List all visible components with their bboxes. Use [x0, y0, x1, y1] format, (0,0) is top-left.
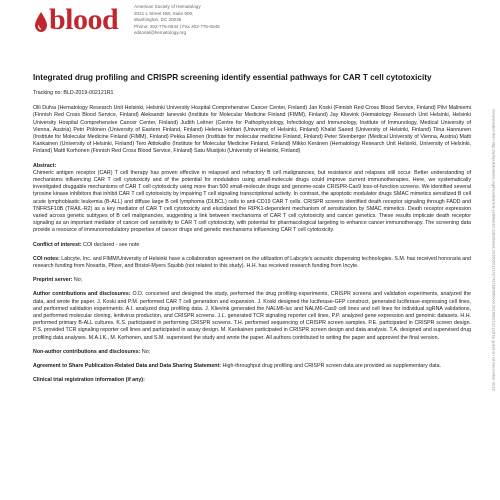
author-list: Olli Dufva (Hematology Research Unit Helsinki, Helsinki University Hospital Comprehensive Cancer Center, Finland) Jan Koski (Finnish Red Cross Blood Service, Finland) Pilvi Maliniemi (Finnish Red Cross Blood Service, Finland) Aleksandr Ianevski (Institute for Molecular Medicine Finland (FIMM), Finland) Jay Klievink (Hematology Research Unit Helsinki, Helsinki University Hospital Comprehensive Cancer Center, Finland) Judith Leitner (Centre for Pathophysiology, Infectiology and Immunology, Institute of Immunology, Medical University of Vienna, Austria) Petri Pölönen (University of Eastern Finland, Finland) Helena Hohtari (University of Helsinki, Finland) Khalid Saeed (University of Helsinki, Finland) Tiina Hannunen (Institute for Molecular Medicine Finland (FIMM), Finland) Pekka Ellonen (Institute for molecular medicine Finland, Finland) Peter Steinberger (Medical University of Vienna, Austria) Matti Kankainen (University of Helsinki, Finland) Tero Aittokallio (Institute for Molecular Medicine Finland, Finland) Mikko Keränen (Hematology Research Unit Helsinki, University of Helsinki, Finland) Matti Korhonen (Finnish Red Cross Blood Service, Finland) Satu Mustjoki (University of Helsinki, Finland): [33, 105, 471, 155]
address-line: American Society of Hematology: [134, 4, 201, 9]
abstract-label: Abstract:: [33, 162, 57, 169]
preprint-label: Preprint server:: [33, 277, 73, 284]
non-author-section: [33, 349, 471, 356]
clinical-trial-label: Clinical trial registration information (if any):: [33, 377, 145, 384]
address-line: 2021 L Street NW, Suite 900,: [134, 10, 194, 16]
article-title: Integrated drug profiling and CRISPR screening identify essential pathways for CAR T cell cytotoxicity: [33, 73, 432, 82]
coi-notes-section: [33, 256, 471, 270]
data-sharing-label: Agreement to Share Publication-Related Data and Data Sharing Statement:: [33, 363, 222, 370]
download-watermark-text: Downloaded from http://ashpublications.org/blood/article-pdf/doi/10.1182/blood.2019002121/1/741/1806/blood.2019002121.pdf by guest on 16 December 2019: [491, 109, 497, 391]
logo-wordmark: blood: [49, 3, 119, 36]
address-line: Phone: 202-776-0544 | Fax 202-776-0545: [134, 23, 220, 29]
preprint-text: No;: [72, 277, 83, 284]
contributions-label: Author contributions and disclosures:: [33, 291, 131, 298]
non-author-label: Non-author contributions and disclosures:: [33, 348, 141, 355]
contributions-text: O.D. conceived and designed the study, performed the drug profiling experiments, CRISPR screens and validation experiments, analyzed the data, and wrote the paper. J. Koski and P.M. performed CAR T cell generation and expansion. J. Koski designed the luciferase-GFP construct, generated luciferase-expressing cell lines, and performed validation experiments. A.I. analyzed drug profiling data. J. Klievink generated the NALM6-luc and NALM6-Cas9 cell lines and cell lines for individual sgRNA validations, and performed molecular cloning, lentivirus production, and CRISPR screens. J.L. generated TCR signaling reporter cell lines. P.P. analyzed gene expression and genomic datasets. H.H. performed primary B-ALL cultures. K.S. participated in performing CRISPR screens. T.H. performed sequencing of CRISPR screen samples. P.E. participated in CRISPR screen design. P.S. provided TCR signaling reporter cell lines and participated in assay design. M. Kankainen participated in CRISPR screen design and data analysis. T.A. designed and supervised drug profiling data analyses. M.A.I.K., M. Korhonen, and S.M. supervised the study and wrote the paper. All authors contributed to writing the paper and approved the final version.: [33, 291, 471, 341]
preprint-section: [33, 277, 471, 284]
download-watermark: [491, 60, 497, 440]
manuscript-body: [33, 72, 471, 392]
conflict-text: COI declared - see note: [81, 241, 140, 248]
data-sharing-section: [33, 363, 471, 370]
tracking-number: Tracking no: BLD-2019-002121R1: [33, 90, 114, 96]
abstract-text: Chimeric antigen receptor (CAR) T cell therapy has proven effective in relapsed and refractory B cell malignancies, but resistance and relapses still occur. Better understanding of mechanisms influencing CAR T cell cytotoxicity and of the potential for modulation using small-molecule drugs could improve current immunotherapies. Here, we systematically investigated druggable mechanisms of CAR T cell cytotoxicity using more than 500 small-molecule drugs and genome-scale CRISPR-Cas9 loss-of-function screens. We identified several tyrosine kinase inhibitors that inhibit CAR T cell cytotoxicity by impairing T cell signaling transcriptional activity. In contrast, the apoptotic modulator drugs SMAC mimetics sensitized B cell acute lymphoblastic leukemia (B-ALL) and diffuse large B cell lymphoma (DLBCL) cells to anti-CD19 CAR T cells. CRISPR screens identified death receptor signaling through FADD and TNFRSF10B (TRAIL-R2) as a key mediator of CAR T cell cytotoxicity and elucidated the RIPK1-dependent mechanism of sensitization by SMAC mimetics. Death receptor expression varied across genetic subtypes of B cell malignancies, suggesting a link between mechanisms of CAR T cell cytotoxicity and cancer genetics. These results implicate death receptor signaling as an important mediator of cancer cell sensitivity to CAR T cell cytotoxicity, with potential for pharmacological targeting to enhance cancer immunotherapy. The screening data provide a resource of immunomodulatory properties of cancer drugs and genetic mechanisms influencing CAR T cell cytotoxicity.: [33, 169, 471, 234]
contributions-section: [33, 291, 471, 341]
clinical-trial-section: [33, 377, 471, 384]
coi-notes-label: COI notes:: [33, 255, 60, 262]
coi-notes-text: Labcyte, Inc. and FIMM/University of Helsinki have a collaboration agreement on the utilization of Labcyte's acoustic dispensing technologies. S.M. has received honoraria and research funding from Novartis, Pfizer, and Bristol-Myers Squibb (not related to this study). H.H. has received research funding from Incyte.: [33, 255, 471, 270]
blood-logo: [33, 4, 123, 38]
address-line: editorial@hematology.org: [134, 30, 187, 36]
abstract-section: [33, 163, 471, 235]
publisher-address: [134, 4, 220, 37]
conflict-section: [33, 242, 471, 249]
non-author-text: No;: [140, 348, 151, 355]
data-sharing-text: High-throughput drug profiling and CRISPR screen data are provided as supplementary data.: [221, 363, 442, 370]
address-line: Washington, DC 20036: [134, 17, 182, 23]
conflict-label: Conflict of interest:: [33, 241, 82, 248]
blood-drop-icon: [33, 11, 49, 33]
